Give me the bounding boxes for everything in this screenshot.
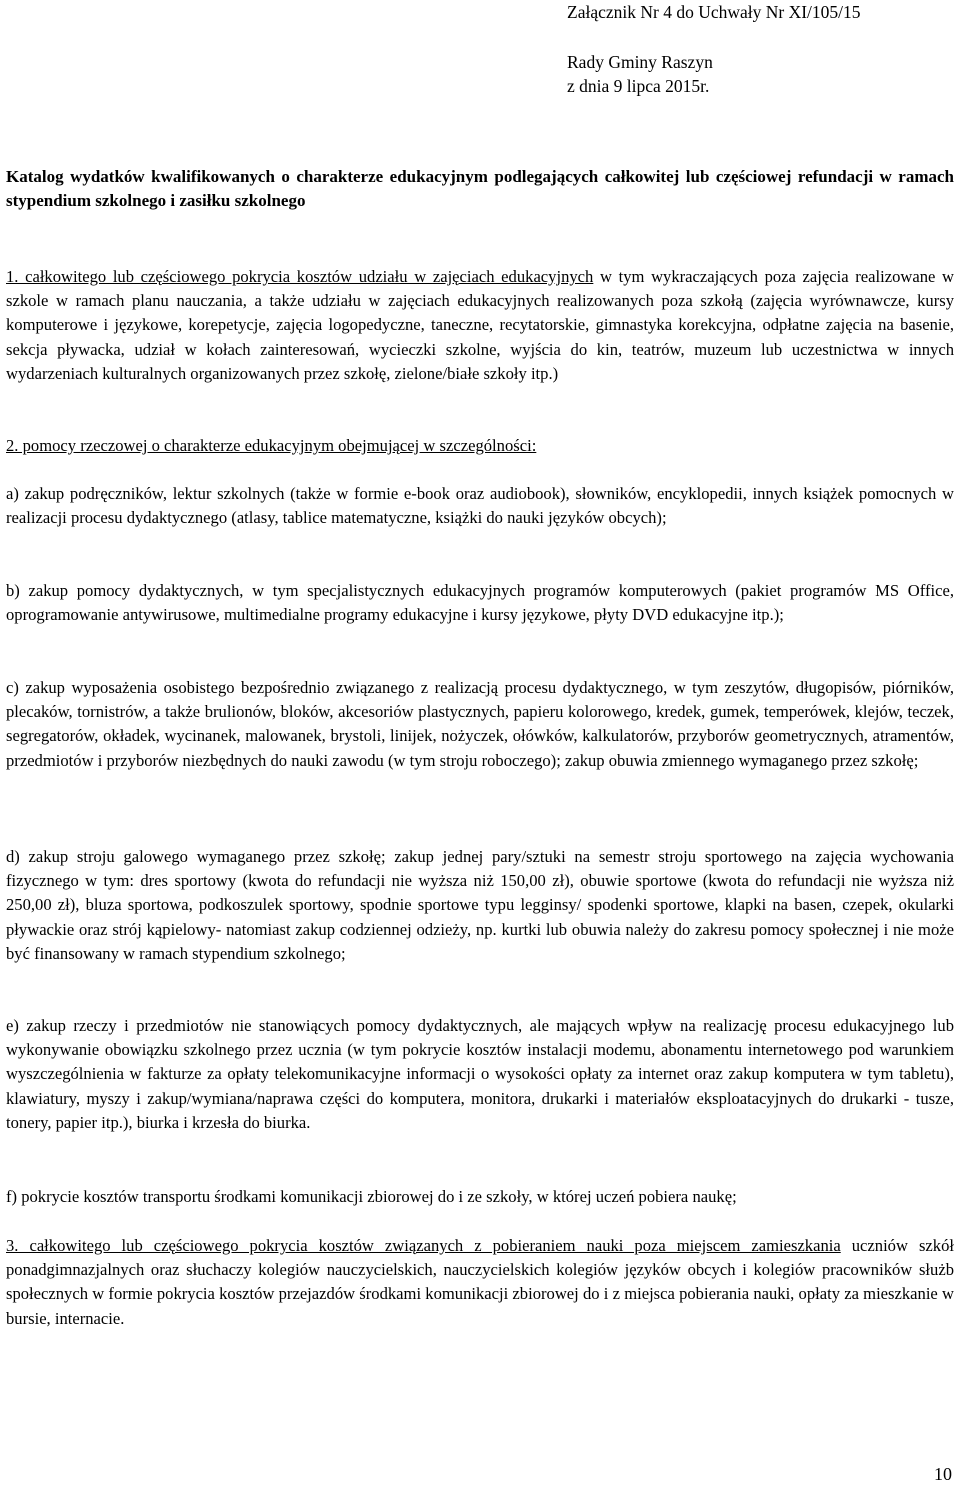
item-b-text: b) zakup pomocy dydaktycznych, w tym specjalistycznych edukacyjnych programów komputerowych (pakiet programów MS Office, oprogramowanie antywirusowe, multimedialne programy edukacyjne i kursy językowe, płyty DVD edukacyjne itp.);: [6, 581, 954, 625]
item-c: [6, 676, 954, 773]
item-e: [6, 1014, 954, 1135]
page-number: 10: [934, 1464, 952, 1484]
item-d: [6, 845, 954, 966]
item-a-text: a) zakup podręczników, lektur szkolnych (także w formie e-book oraz audiobook), słowników, encyklopedii, innych książek pomocnych w realizacji procesu dydaktycznego (atlasy, tablice matematyczne, książki do nauki języków obcych);: [6, 484, 954, 528]
item-f-text: f) pokrycie kosztów transportu środkami komunikacji zbiorowej do i ze szkoły, w której uczeń pobiera naukę;: [6, 1187, 737, 1206]
item-b: [6, 579, 954, 627]
section-3: [6, 1234, 954, 1331]
section-3-lead: 3. całkowitego lub częściowego pokrycia kosztów związanych z pobieraniem nauki poza miejscem zamieszkania: [6, 1236, 841, 1255]
section-1-lead: 1. całkowitego lub częściowego pokrycia kosztów udziału w zajęciach edukacyjnych: [6, 267, 594, 286]
section-2: [6, 434, 954, 458]
section-3-text: uczniów szkół ponadgimnazjalnych oraz słuchaczy kolegiów nauczycielskich, nauczycielskich kolegiów języków obcych i kolegiów pracowników służb społecznych w formie pokrycia kosztów przejazdów środkami komunikacji zbiorowej do i z miejsca pobierania nauki, opłaty za mieszkanie w bursie, internacie.: [6, 1236, 954, 1328]
section-2-lead: 2. pomocy rzeczowej o charakterze edukacyjnym obejmującej w szczególności:: [6, 436, 537, 455]
item-a: [6, 482, 954, 530]
attachment-header-line2: Rady Gminy Raszyn: [567, 52, 713, 72]
item-c-text: c) zakup wyposażenia osobistego bezpośrednio związanego z realizacją procesu dydaktycznego, w tym zeszytów, długopisów, piórników, plecaków, tornistrów, a także brulionów, bloków, akcesoriów plastycznych, papieru kolorowego, kredek, gumek, temperówek, klejów, teczek, segregatorów, okładek, wycinanek, malowanek, brystoli, linijek, nożyczek, ołówków, kalkulatorów, przyborów geometrycznych, atramentów, przedmiotów i przyborów niezbędnych do nauki zawodu (w tym stroju roboczego); zakup obuwia zmiennego wymaganego przez szkołę;: [6, 678, 954, 770]
document-title: Katalog wydatków kwalifikowanych o charakterze edukacyjnym podlegających całkowitej lub częściowej refundacji w ramach stypendium szkolnego i zasiłku szkolnego: [6, 167, 954, 210]
attachment-header: [567, 0, 861, 98]
section-1: [6, 265, 954, 386]
attachment-header-line3: z dnia 9 lipca 2015r.: [567, 76, 710, 96]
item-e-text: e) zakup rzeczy i przedmiotów nie stanowiących pomocy dydaktycznych, ale mających wpływ na realizację procesu edukacyjnego lub wykonywanie obowiązku szkolnego przez ucznia (w tym pokrycie kosztów instalacji modemu, abonamentu internetowego pod warunkiem wyszczególnienia w fakturze za opłaty telekomunikacyjne informacji o wysokości opłaty za internet oraz zakup komputera w tym tabletu), klawiatury, myszy i zakup/wymiana/naprawa części do komputera, monitora, drukarki i materiałów eksploatacyjnych do drukarki - tusze, tonery, papier itp.), biurka i krzesła do biurka.: [6, 1016, 954, 1132]
attachment-header-line1: Załącznik Nr 4 do Uchwały Nr XI/105/15: [567, 2, 861, 22]
section-1-text: w tym wykraczających poza zajęcia realizowane w szkole w ramach planu nauczania, a także udziału w zajęciach edukacyjnych realizowanych poza szkołą (zajęcia wyrównawcze, kursy komputerowe i językowe, korepetycje, zajęcia logopedyczne, taneczne, recytatorskie, gimnastyka korekcyjna, odpłatne zajęcia na basenie, sekcja pływacka, udział w kołach zainteresowań, wycieczki szkolne, wyjścia do kin, teatrów, muzeum lub uczestnictwa w innych wydarzeniach kulturalnych organizowanych przez szkołę, zielone/białe szkoły itp.): [6, 267, 954, 383]
item-f: [6, 1185, 954, 1209]
item-d-text: d) zakup stroju galowego wymaganego przez szkołę; zakup jednej pary/sztuki na semestr stroju sportowego na zajęcia wychowania fizycznego w tym: dres sportowy (kwota do refundacji nie wyższa niż 150,00 zł), obuwie sportowe (kwota do refundacji nie wyższa niż 250,00 zł), bluza sportowa, podkoszulek sportowy, spodnie sportowe typu legginsy/ spodenki sportowe, klapki na basen, czepek, okularki pływackie oraz strój kąpielowy- natomiast zakup codziennej odzieży, np. kurtki lub obuwia należy do zakresu pomocy społecznej i nie może być finansowany w ramach stypendium szkolnego;: [6, 847, 954, 963]
